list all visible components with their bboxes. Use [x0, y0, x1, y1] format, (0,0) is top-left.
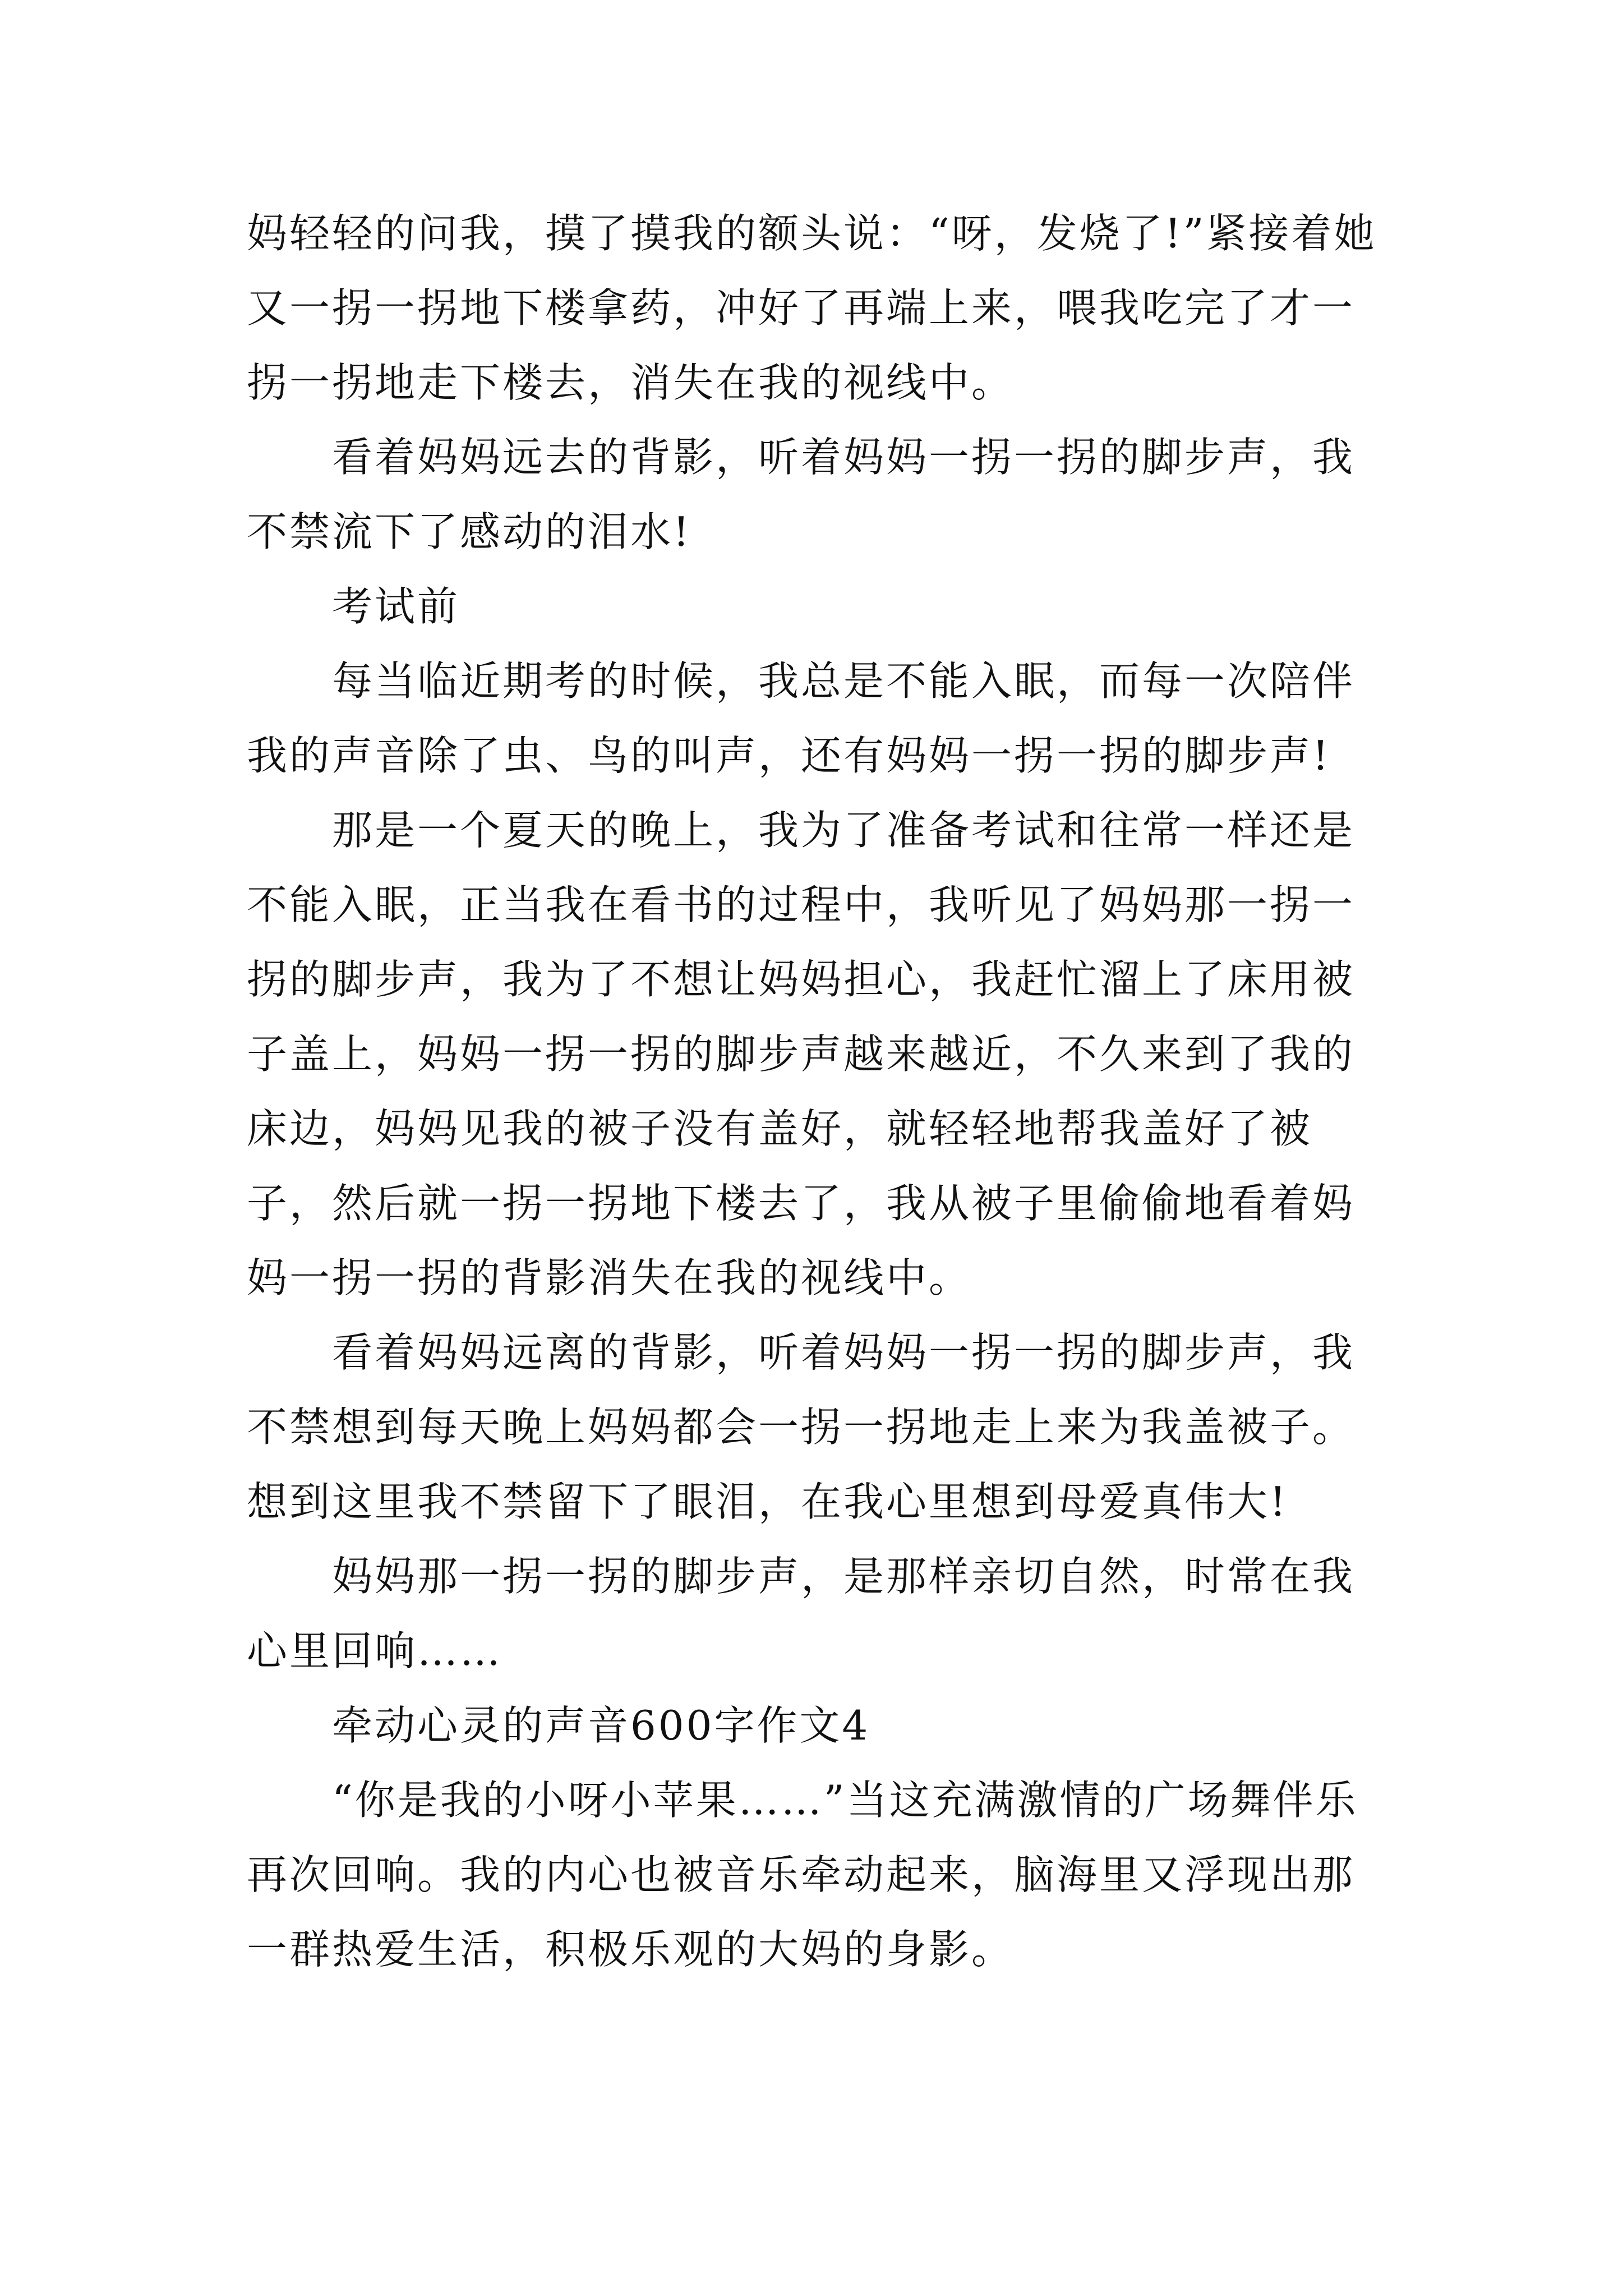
paragraph-3: 每当临近期考的时候，我总是不能入眠，而每一次陪伴我的声音除了虫、鸟的叫声，还有妈妈一拐一拐的脚步声!	[247, 657, 1355, 779]
paragraph-7: “你是我的小呀小苹果……”当这充满激情的广场舞伴乐再次回响。我的内心也被音乐牵动起来，脑海里又浮现出那一群热爱生活，积极乐观的大妈的身影。	[247, 1777, 1358, 1973]
section-heading-exam: 考试前	[332, 583, 460, 630]
section-heading-essay-4: 牵动心灵的声音600字作文4	[332, 1702, 870, 1749]
paragraph-1: 妈轻轻的问我，摸了摸我的额头说：“呀，发烧了!”紧接着她又一拐一拐地下楼拿药，冲好了再端上来，喂我吃完了才一拐一拐地走下楼去，消失在我的视线中。	[247, 210, 1377, 406]
document-body	[247, 196, 1394, 1987]
paragraph-2: 看着妈妈远去的背影，听着妈妈一拐一拐的脚步声，我不禁流下了感动的泪水!	[247, 434, 1355, 555]
paragraph-6: 妈妈那一拐一拐的脚步声，是那样亲切自然，时常在我心里回响……	[247, 1553, 1355, 1674]
paragraph-4: 那是一个夏天的晚上，我为了准备考试和往常一样还是不能入眠，正当我在看书的过程中，我听见了妈妈那一拐一拐的脚步声，我为了不想让妈妈担心，我赶忙溜上了床用被子盖上，妈妈一拐一拐的脚步声越来越近，不久来到了我的床边，妈妈见我的被子没有盖好，就轻轻地帮我盖好了被子，然后就一拐一拐地下楼去了，我从被子里偷偷地看着妈妈一拐一拐的背影消失在我的视线中。	[247, 807, 1355, 1301]
paragraph-5: 看着妈妈远离的背影，听着妈妈一拐一拐的脚步声，我不禁想到每天晚上妈妈都会一拐一拐地走上来为我盖被子。想到这里我不禁留下了眼泪，在我心里想到母爱真伟大!	[247, 1329, 1355, 1525]
